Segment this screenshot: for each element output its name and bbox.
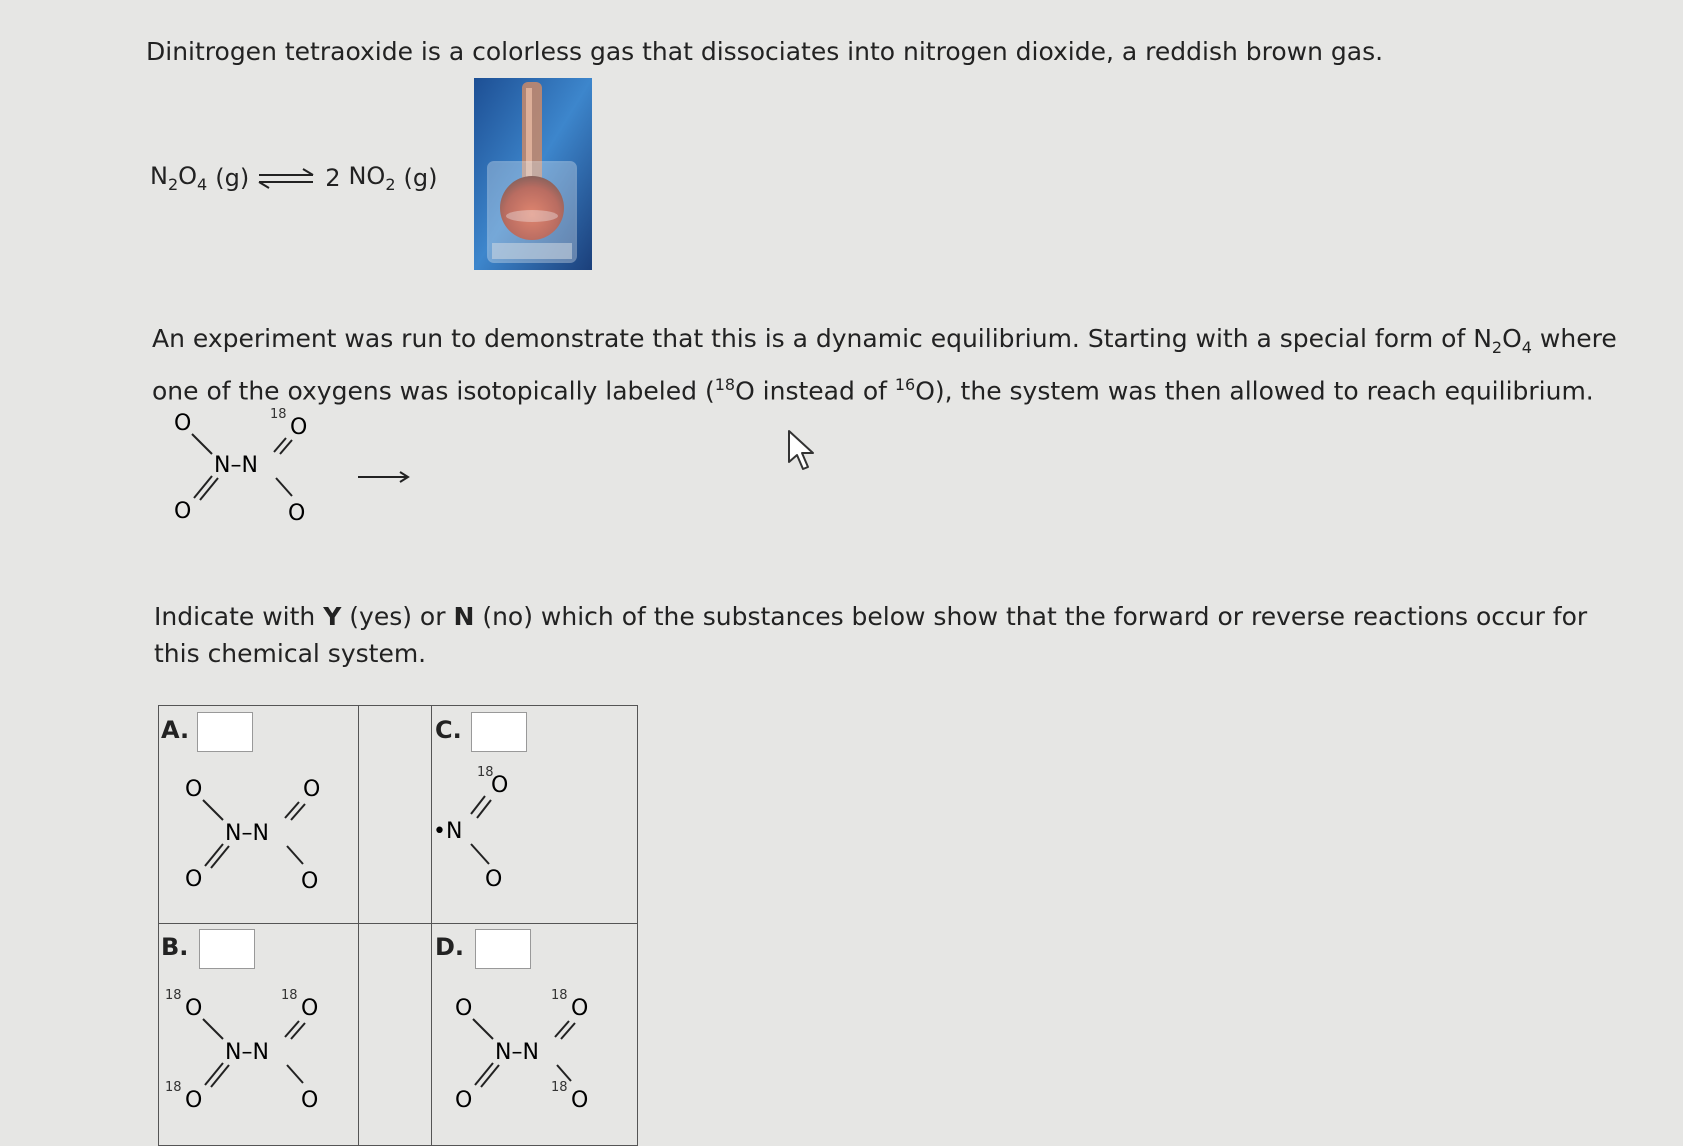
svg-text:O: O	[455, 996, 473, 1021]
option-b-checkbox[interactable]	[199, 929, 255, 969]
svg-text:18: 18	[165, 1080, 182, 1095]
option-a-label: A.	[161, 716, 190, 744]
option-b-cell	[159, 923, 358, 1145]
svg-text:O: O	[290, 415, 308, 440]
experiment-paragraph	[152, 320, 1617, 409]
svg-text:O: O	[485, 867, 503, 892]
svg-text:O: O	[571, 1088, 589, 1113]
intro-text: Dinitrogen tetraoxide is a colorless gas that dissociates into nitrogen dioxide, a reddish brown gas.	[146, 37, 1384, 66]
mouse-pointer-icon	[786, 428, 820, 474]
svg-text:•N: •N	[433, 819, 463, 844]
product-coefficient: 2	[325, 163, 341, 192]
grid-divider	[358, 706, 359, 1145]
svg-text:O: O	[185, 1088, 203, 1113]
option-d-label: D.	[435, 933, 465, 961]
reactant-state: (g)	[215, 163, 250, 192]
question-line-2: this chemical system.	[154, 639, 427, 668]
option-b-label: B.	[161, 933, 189, 961]
options-grid	[158, 705, 638, 1146]
svg-text:O: O	[185, 996, 203, 1021]
svg-text:O: O	[185, 867, 203, 892]
option-c-label: C.	[435, 716, 462, 744]
svg-text:O: O	[301, 869, 319, 894]
reaction-arrow-icon	[356, 470, 412, 484]
equilibrium-arrow-icon	[255, 167, 319, 189]
svg-text:O: O	[174, 411, 192, 436]
question-paragraph	[154, 598, 1587, 672]
equilibrium-equation	[150, 162, 437, 194]
svg-text:O: O	[301, 1088, 319, 1113]
svg-text:N–N: N–N	[225, 1040, 269, 1065]
svg-text:O: O	[174, 499, 192, 524]
option-a-cell	[159, 706, 358, 923]
svg-text:O: O	[303, 777, 321, 802]
svg-text:18: 18	[281, 988, 298, 1003]
svg-text:N–N: N–N	[495, 1040, 539, 1065]
svg-text:O: O	[571, 996, 589, 1021]
svg-text:O: O	[288, 501, 306, 526]
svg-text:18: 18	[270, 407, 287, 422]
flask-photo	[474, 78, 592, 270]
starting-molecule	[166, 404, 326, 534]
svg-text:O: O	[491, 773, 509, 798]
product-state: (g)	[403, 163, 438, 192]
option-d-checkbox[interactable]	[475, 929, 531, 969]
svg-text:O: O	[301, 996, 319, 1021]
svg-text:18: 18	[551, 988, 568, 1003]
option-a-molecule	[179, 770, 339, 900]
option-c-molecule	[431, 762, 551, 892]
option-c-cell	[431, 706, 637, 923]
svg-text:N–N: N–N	[214, 453, 258, 478]
svg-text:O: O	[455, 1088, 473, 1113]
option-a-checkbox[interactable]	[197, 712, 253, 752]
option-d-cell	[431, 923, 637, 1145]
svg-text:18: 18	[477, 765, 494, 780]
svg-text:O: O	[185, 777, 203, 802]
svg-text:N–N: N–N	[225, 821, 269, 846]
svg-text:18: 18	[165, 988, 182, 1003]
option-d-molecule	[451, 977, 631, 1117]
experiment-line-2: one of the oxygens was isotopically labeled ($^{18}$O instead of $^{16}$O), the system was then allowed to reach equilibrium.	[152, 375, 1594, 406]
option-b-molecule	[163, 977, 343, 1117]
product-formula: $NO_2$	[348, 162, 396, 194]
question-line-1: Indicate with Y (yes) or N (no) which of the substances below show that the forward or reverse reactions occur for	[154, 602, 1588, 631]
svg-text:18: 18	[551, 1080, 568, 1095]
reactant-formula: $N_2O_4$	[150, 162, 208, 194]
option-c-checkbox[interactable]	[471, 712, 527, 752]
experiment-line-1: An experiment was run to demonstrate that this is a dynamic equilibrium. Starting with a special form of $N_2O_4$ where	[152, 324, 1617, 357]
